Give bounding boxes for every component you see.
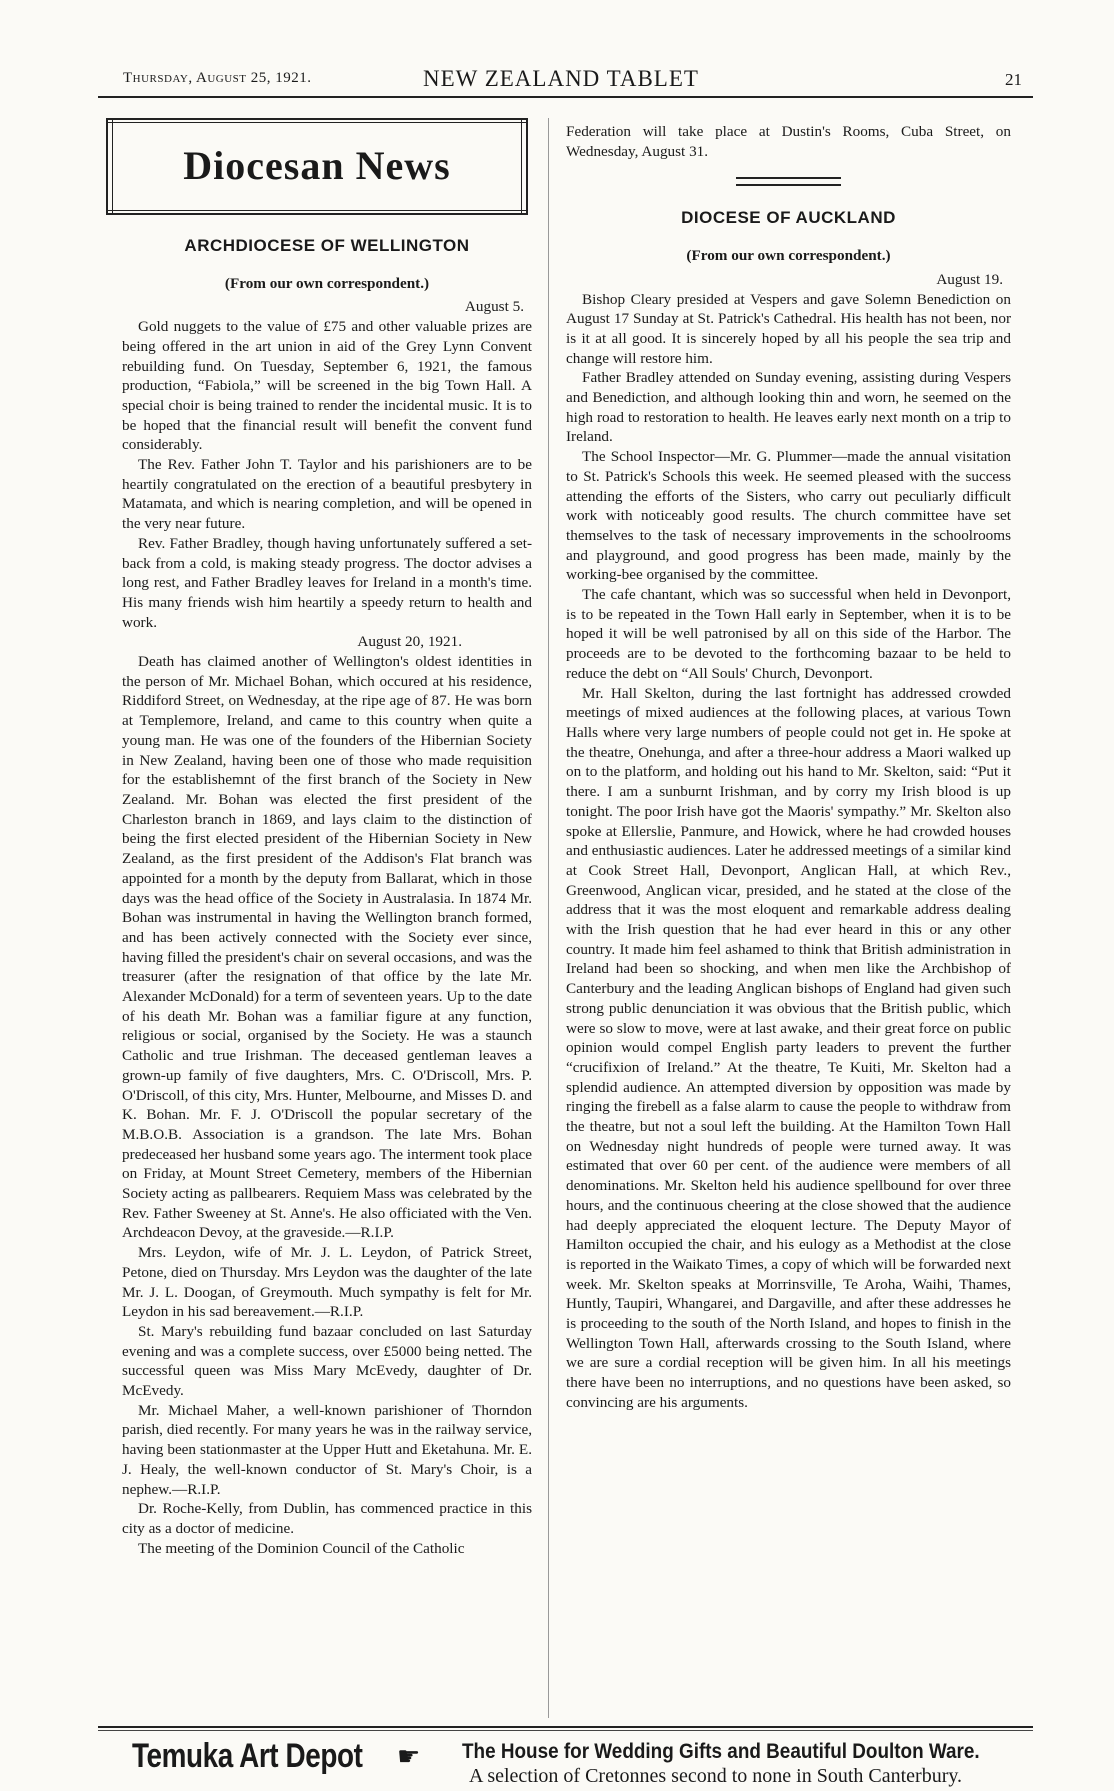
header-rule bbox=[98, 96, 1033, 98]
wellington-para-9: The meeting of the Dominion Council of the Catholic bbox=[138, 1539, 465, 1557]
footer-rule bbox=[98, 1726, 1033, 1728]
wellington-para-6: St. Mary's rebuilding fund bazaar concluded on last Saturday evening and was a complete success, over £5000 being netted. The successful queen was Miss Mary McEvedy, daughter of Dr. McEvedy. bbox=[122, 1322, 532, 1400]
auckland-para-2: Father Bradley attended on Sunday evening, assisting during Vespers and Benediction, and although looking thin and worn, he seemed on the high road to restoration to health. He leaves early next month on a trip to Ireland. bbox=[566, 369, 1011, 446]
masthead-box bbox=[106, 118, 528, 216]
masthead-title: Diocesan News bbox=[183, 143, 451, 188]
auckland-para-4: The cafe chantant, which was so successful when held in Devonport, is to be repeated in the Town Hall early in September, when it is to be hoped it will be well patronised by all on this side of the Harbor. The proceeds are to be devoted to the forthcoming bazaar to be held to reduce the debt on “All Souls' Church, Devonport. bbox=[566, 586, 1011, 682]
publication-title: NEW ZEALAND TABLET bbox=[423, 66, 699, 91]
advert-name: Temuka Art Depot bbox=[132, 1737, 363, 1775]
auckland-source: (From our own correspondent.) bbox=[686, 247, 891, 265]
column-divider bbox=[548, 118, 549, 1718]
advert-line-1: The House for Wedding Gifts and Beautiful Doulton Ware. bbox=[462, 1740, 980, 1763]
wellington-para-5: Mrs. Leydon, wife of Mr. J. L. Leydon, of Patrick Street, Petone, died on Thursday. Mrs Leydon was the daughter of the late Mr. J. L. Doogan, of Greymouth. Much sympathy is felt for Mr. Leydon in his sad bereavement.—R.I.P. bbox=[122, 1244, 532, 1321]
wellington-para-8: Dr. Roche-Kelly, from Dublin, has commenced practice in this city as a doctor of medicine. bbox=[122, 1500, 532, 1537]
wellington-date-1: August 5. bbox=[464, 298, 524, 316]
advert-line-2: A selection of Cretonnes second to none in South Canterbury. bbox=[469, 1765, 963, 1787]
wellington-para-7: Mr. Michael Maher, a well-known parishioner of Thorndon parish, died recently. For many years he was in the railway service, having been stationmaster at the Upper Hutt and Eketahuna. Mr. E. J. Healy, the well-known conductor of St. Mary's Choir, is a nephew.—R.I.P. bbox=[122, 1401, 532, 1498]
wellington-date-2: August 20, 1921. bbox=[357, 633, 462, 651]
wellington-heading: ARCHDIOCESE OF WELLINGTON bbox=[184, 236, 470, 255]
wellington-column bbox=[122, 230, 532, 1558]
auckland-continuation: Federation will take place at Dustin's Rooms, Cuba Street, on Wednesday, August 31. bbox=[566, 123, 1011, 160]
pointing-hand-icon: ☛ bbox=[397, 1742, 421, 1771]
wellington-para-2: The Rev. Father John T. Taylor and his parishioners are to be heartily congratulated on the erection of a beautiful presbytery in Matamata, and which is nearing completion, and will be opened in the very near future. bbox=[122, 456, 532, 533]
footer-rule-thin bbox=[98, 1730, 1033, 1731]
auckland-para-5: Mr. Hall Skelton, during the last fortnight has addressed crowded meetings of mixed audiences at the following places, at various Town Halls where very large numbers of people could not get in. He spoke at the theatre, Onehunga, and after a three-hour address a Maori walked up on to the platform, and holding out his hand to Mr. Skelton, said: “Put it there. I am a sunburnt Irishman, and by corry my Irish blood is up tonight. The poor Irish have got the Maoris' sympathy.” Mr. Skelton also spoke at Ellerslie, Panmure, and Howick, where he had crowded houses and enthusiastic audiences. Later he addressed meetings of a similar kind at Cook Street Hall, Devonport, Anglican Hall, at which Rev., Greenwood, Anglican vicar, presided, and he stated at the close of the address that it was the most eloquent and remarkable address dealing with the Irish question that he had ever heard in this or any other country. It made him feel ashamed to think that British administration in Ireland had been so shocking, and when men like the Archbishop of Canterbury and the leading Anglican bishops of England had given such strong public denunciation it was obvious that the British public, which were so slow to move, were at last awake, and their great force on public opinion would compel English party leaders to prevent the further “crucifixion of Ireland.” At the theatre, Te Kuiti, Mr. Skelton had a splendid audience. An attempted diversion by opposition was made by ringing the firebell as a false alarm to cause the people to withdraw from the theatre, but not a soul left the building. At the Hamilton Town Hall on Wednesday night hundreds of people were turned away. It was estimated that over 60 per cent. of the audience were members of all denominations. Mr. Skelton held his audience spellbound for over three hours, and the continuous cheering at the close showed that the audience had deeply appreciated the eloquent lecture. The Deputy Mayor of Hamilton occupied the chair, and his eulogy as a Methodist at the close is reported in the Waikato Times, a copy of which will be forwarded next week. Mr. Skelton speaks at Morrinsville, Te Aroha, Waihi, Thames, Huntly, Taupiri, Whangarei, and Dargaville, and after these addresses he is proceeding to the south of the North Island, and hopes to finish in the Wellington Town Hall, afterwards crossing to the South Island, where we are sure a cordial reception will be given him. In all his meetings there have been no interruptions, and no questions have been asked, so convincing are his arguments. bbox=[566, 684, 1011, 1411]
auckland-para-1: Bishop Cleary presided at Vespers and gave Solemn Benediction on August 17 Sunday at St. Patrick's Cathedral. His health has not been, nor is it at all good. It is sincerely hoped by all his people the sea trip and change will restore him. bbox=[566, 290, 1011, 367]
wellington-para-3: Rev. Father Bradley, though having unfortunately suffered a set-back from a cold, is making steady progress. The doctor advises a long rest, and Father Bradley leaves for Ireland in a month's time. His many friends wish him heartily a speedy return to health and work. bbox=[122, 534, 532, 631]
wellington-para-4: Death has claimed another of Wellington's oldest identities in the person of Mr. Michael Bohan, which occured at his residence, Riddiford Street, on Wednesday, at the ripe age of 87. He was born at Templemore, Ireland, and came to this country when quite a young man. He was one of the founders of the Hibernian Society in New Zealand, having been one of those who made requisition for the establishemnt of the first branch of the Society in New Zealand. Mr. Bohan was elected the first president of the Charleston branch in 1869, and lays claim to the distinction of being the first elected president of the Hibernian Society in New Zealand, as the first president of the Addison's Flat branch was appointed for a month by the deputy from Ballarat, which in those days was the head office of the Society in Australasia. In 1874 Mr. Bohan was instrumental in having the Wellington branch formed, and has been actively connected with the Society ever since, having filled the president's chair on several occasions, and was the treasurer (after the resignation of that office by the late Mr. Alexander McDonald) for a term of seventeen years. Up to the date of his death Mr. Bohan was a familiar figure at any function, religious or social, organised by the Society. He was a staunch Catholic and true Irishman. The deceased gentleman leaves a grown-up family of five daughters, Mrs. C. O'Driscoll, Mrs. P. O'Driscoll, of this city, Mrs. Hunter, Melbourne, and Misses D. and K. Bohan. Mr. F. J. O'Driscoll the popular secretary of the M.B.O.B. Association is a grandson. The late Mrs. Bohan predeceased her husband some years ago. The interment took place on Friday, at Mount Street Cemetery, members of the Hibernian Society acting as pallbearers. Requiem Mass was celebrated by the Rev. Father Sweeney at St. Anne's. He also officiated with the Ven. Archdeacon Devoy, at the graveside.—R.I.P. bbox=[122, 653, 532, 1242]
section-rule bbox=[736, 177, 841, 186]
page-number: 21 bbox=[1005, 70, 1022, 89]
header-date: Thursday, August 25, 1921. bbox=[123, 70, 312, 86]
auckland-date-1: August 19. bbox=[936, 270, 1003, 288]
auckland-column bbox=[566, 122, 1011, 1413]
wellington-source: (From our own correspondent.) bbox=[224, 274, 430, 292]
wellington-para-1: Gold nuggets to the value of £75 and other valuable prizes are being offered in the art union in aid of the Grey Lynn Convent rebuilding fund. On Tuesday, September 6, 1921, the famous production, “Fabiola,” will be screened in the big Town Hall. A special choir is being trained to render the incidental music. It is to be hoped that the financial result will benefit the convent fund considerably. bbox=[122, 318, 532, 454]
auckland-para-3: The School Inspector—Mr. G. Plummer—made the annual visitation to St. Patrick's Schools this week. He seemed pleased with the success attending the efforts of the Sisters, who carry out peculiarly difficult work with noticeably good results. The church committee have set themselves to the task of necessary improvements in the schoolrooms and playground, and good progress has been made, mainly by the working-bee organised by the committee. bbox=[566, 448, 1011, 584]
auckland-heading: DIOCESE OF AUCKLAND bbox=[681, 208, 896, 228]
